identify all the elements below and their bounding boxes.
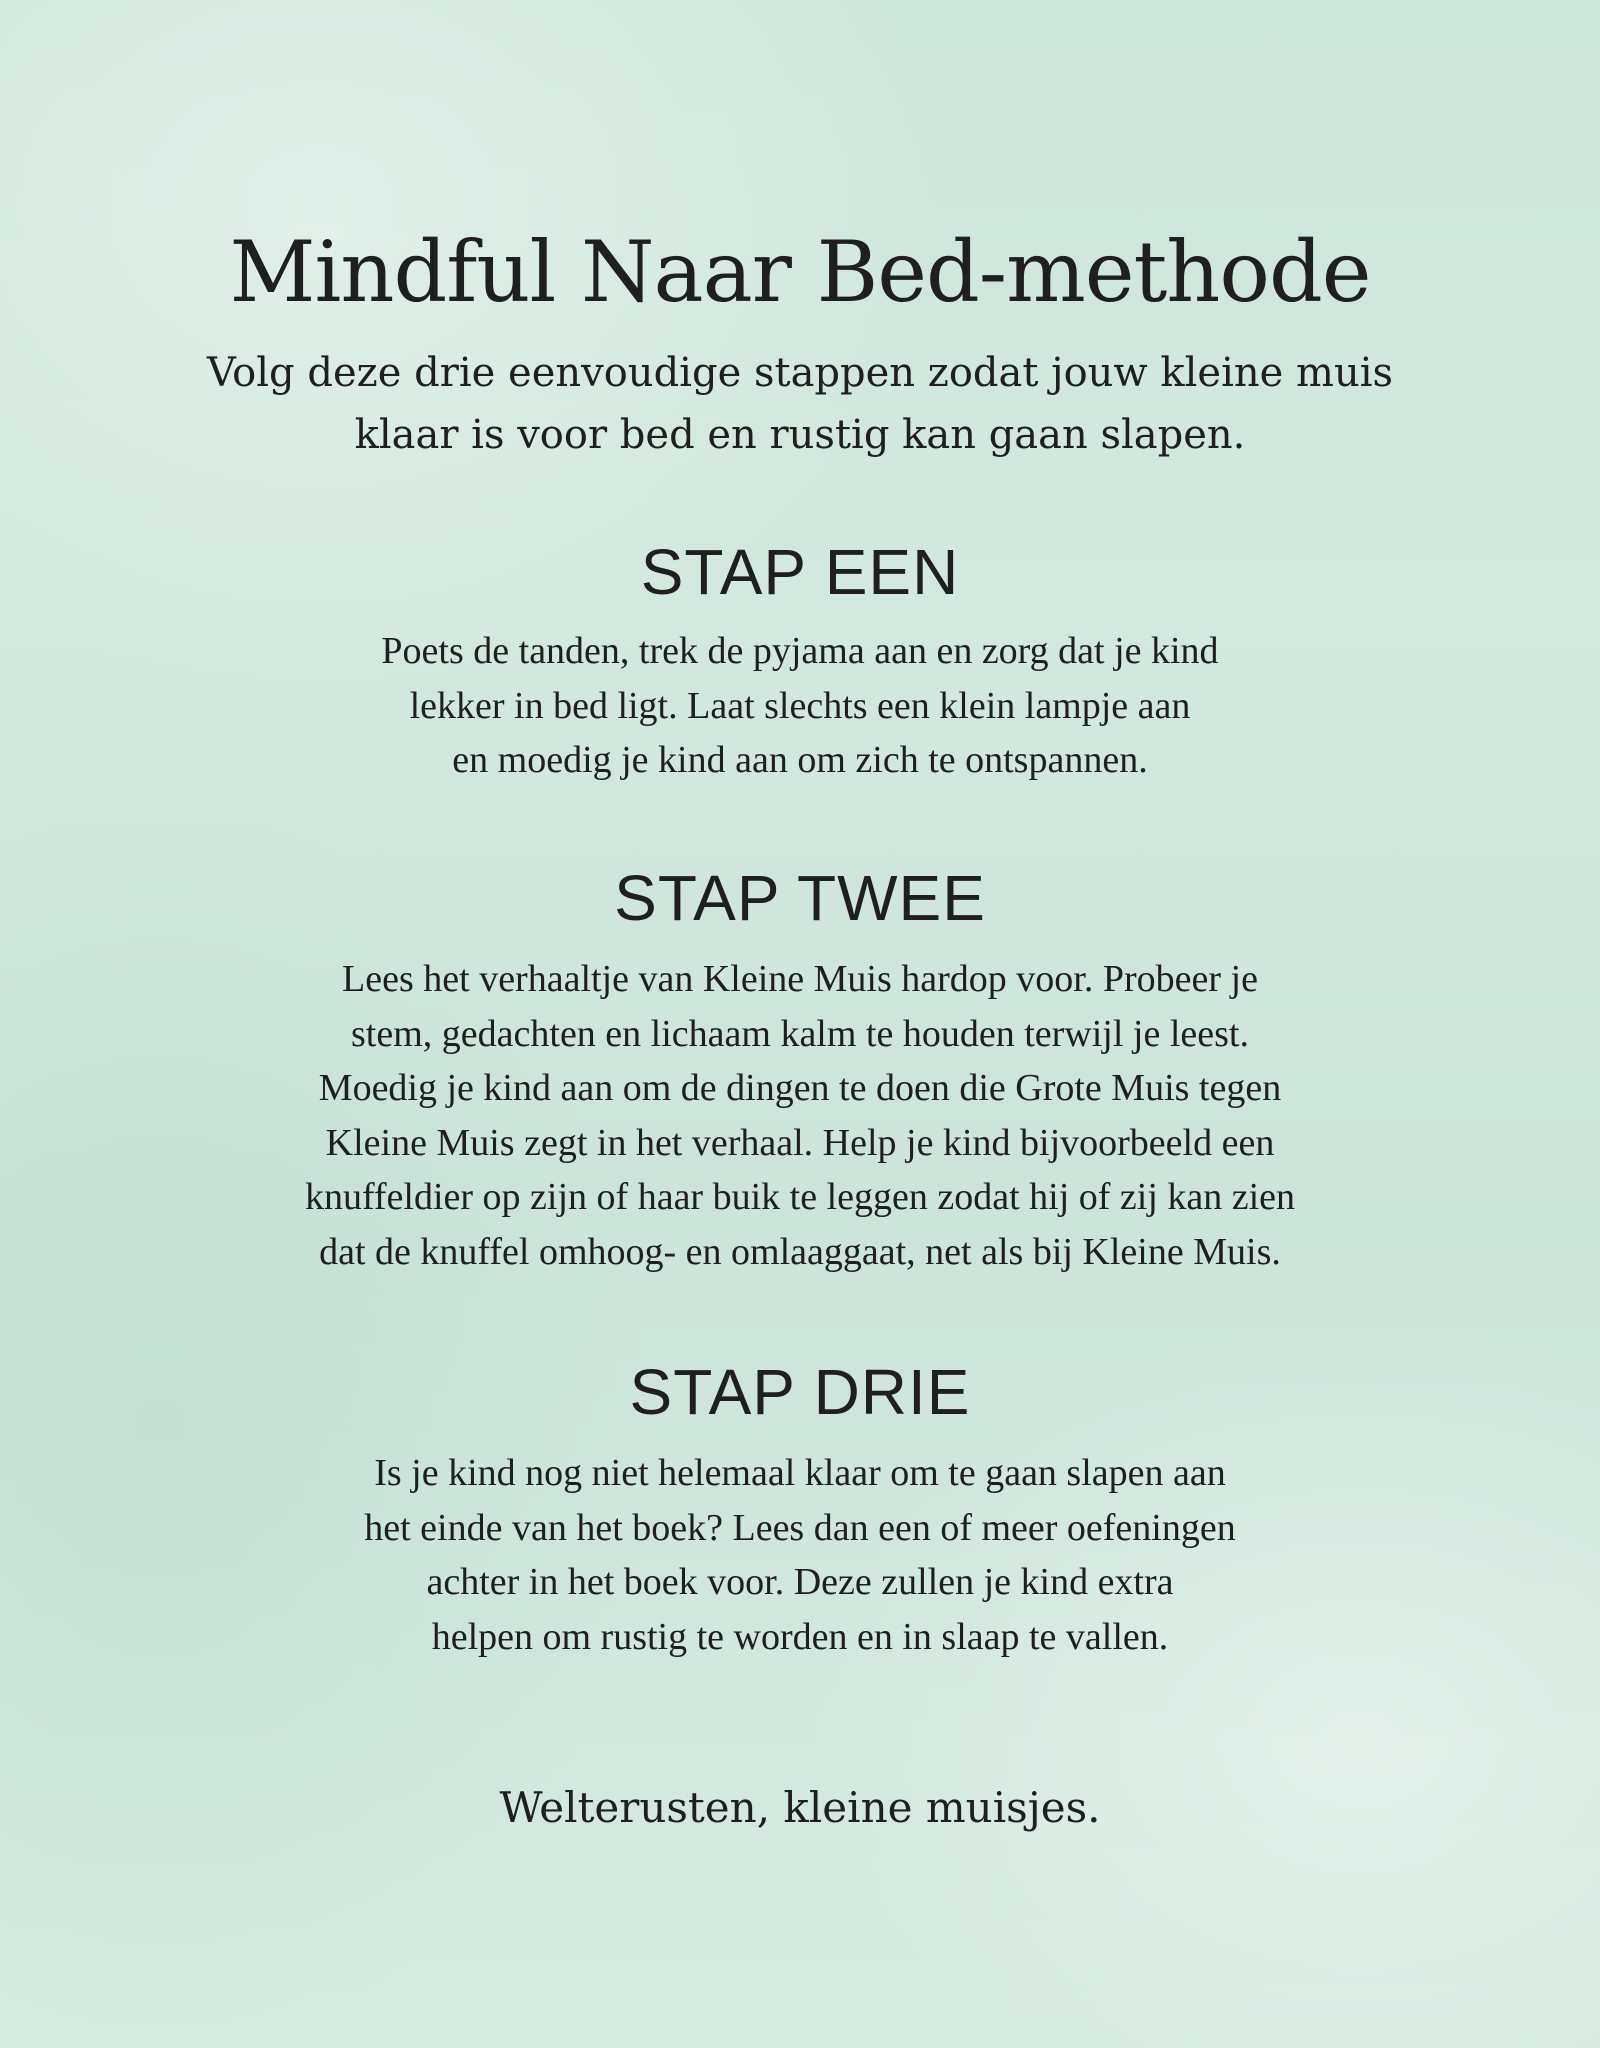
closing-text: Welterusten, kleine muisjes. [499,1783,1101,1832]
intro-text: Volg deze drie eenvoudige stappen zodat jouw kleine muis klaar is voor bed en rustig kan gaan slapen. [206,350,1394,458]
page-title: Mindful Naar Bed-methode [229,223,1371,321]
step-two-heading: STAP TWEE [614,862,986,934]
step-one-heading: STAP EEN [640,536,960,608]
step-one-body: Poets de tanden, trek de pyjama aan en zorg dat je kind lekker in bed ligt. Laat slechts een klein lampje aan en moedig je kind aan om zich te ontspannen. [381,630,1219,781]
step-two-body: Lees het verhaaltje van Kleine Muis hardop voor. Probeer je stem, gedachten en lichaam kalm te houden terwijl je leest. Moedig je kind aan om de dingen te doen die Grote Muis tegen Kleine Muis zegt in het verhaal. Help je kind bijvoorbeeld een knuffeldier op zijn of haar buik te leggen zodat hij of zij kan zien dat de knuffel omhoog- en omlaaggaat, net als bij Kleine Muis. [304,958,1296,1273]
step-three-body: Is je kind nog niet helemaal klaar om te gaan slapen aan het einde van het boek? Lees dan een of meer oefeningen achter in het boek voor. Deze zullen je kind extra helpen om rustig te worden en in slaap te vallen. [364,1452,1236,1658]
step-three-heading: STAP DRIE [629,1356,971,1428]
